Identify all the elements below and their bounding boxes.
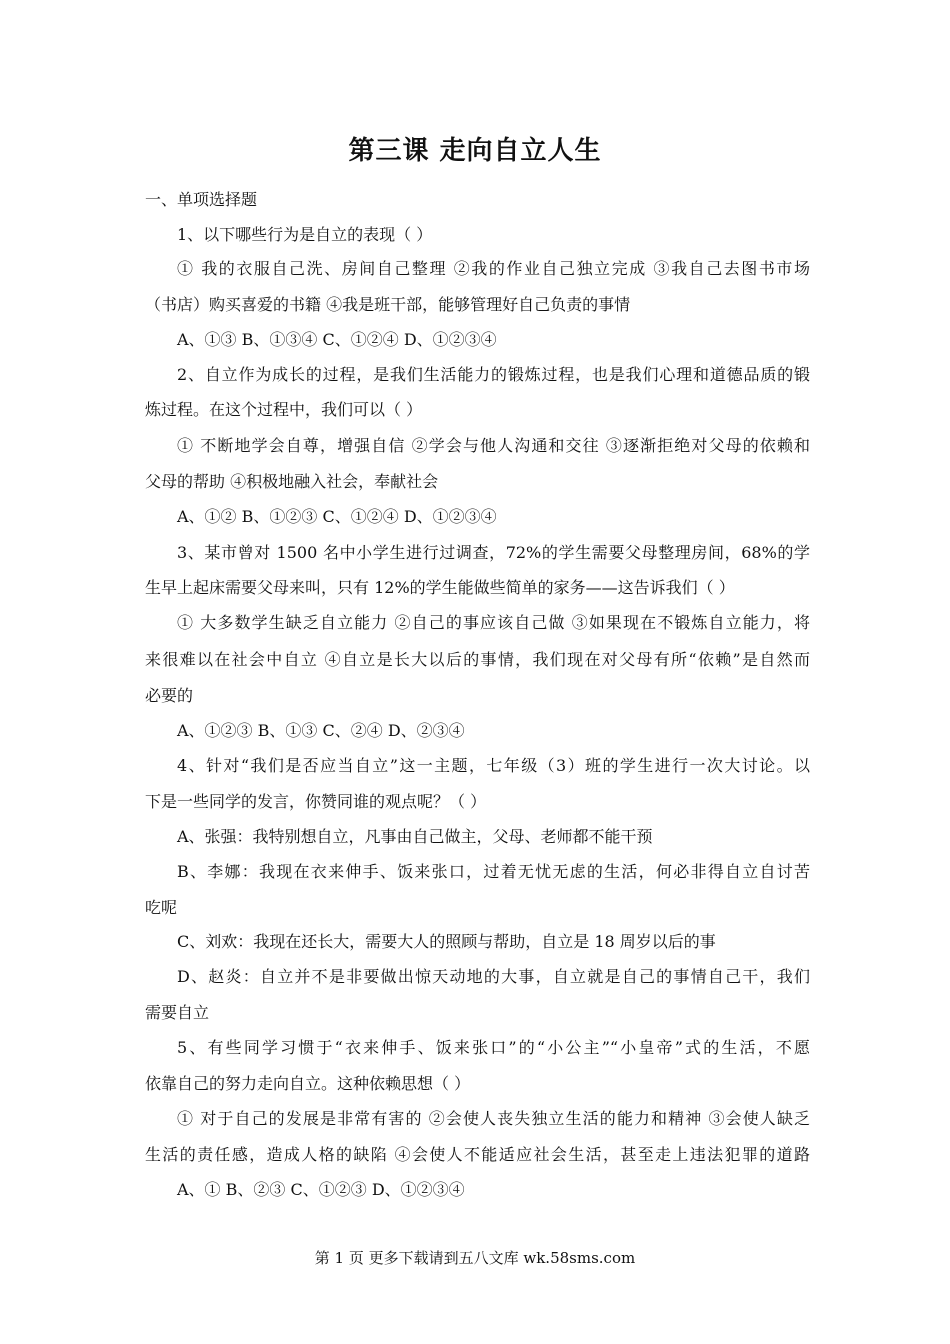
question-2-stem-line-2: 炼过程。在这个过程中，我们可以（ ） bbox=[145, 400, 423, 419]
question-5-stem-line-2: 依靠自己的努力走向自立。这种依赖思想（ ） bbox=[145, 1074, 471, 1093]
question-5-answers: A、① B、②③ C、①②③ D、①②③④ bbox=[177, 1180, 465, 1199]
question-4-option-d-line-2: 需要自立 bbox=[145, 1003, 210, 1022]
question-1-stem: 1、以下哪些行为是自立的表现（ ） bbox=[177, 225, 433, 244]
question-3-options-line-1: ① 大多数学生缺乏自立能力 ②自己的事应该自己做 ③如果现在不锻炼自立能力，将 bbox=[177, 613, 810, 632]
question-3-options-line-2: 来很难以在社会中自立 ④自立是长大以后的事情，我们现在对父母有所“依赖”是自然而 bbox=[145, 650, 810, 669]
question-5-options-line-2: 生活的责任感，造成人格的缺陷 ④会使人不能适应社会生活，甚至走上违法犯罪的道路 bbox=[145, 1145, 810, 1164]
question-1-answers: A、①③ B、①③④ C、①②④ D、①②③④ bbox=[177, 330, 497, 349]
question-4-option-d-line-1: D、赵炎：自立并不是非要做出惊天动地的大事，自立就是自己的事情自己干，我们 bbox=[177, 967, 810, 986]
question-1-options-line-2: （书店）购买喜爱的书籍 ④我是班干部，能够管理好自己负责的事情 bbox=[145, 295, 631, 314]
page-title: 第三课 走向自立人生 bbox=[348, 136, 602, 166]
question-3-answers: A、①②③ B、①③ C、②④ D、②③④ bbox=[177, 721, 465, 740]
question-4-option-c: C、刘欢：我现在还长大，需要大人的照顾与帮助，自立是 18 周岁以后的事 bbox=[177, 932, 716, 951]
question-4-stem-line-1: 4、针对“我们是否应当自立”这一主题，七年级（3）班的学生进行一次大讨论。以 bbox=[177, 756, 810, 775]
question-2-answers: A、①② B、①②③ C、①②④ D、①②③④ bbox=[177, 507, 497, 526]
question-4-stem-line-2: 下是一些同学的发言，你赞同谁的观点呢？（ ） bbox=[145, 792, 487, 811]
section-heading: 一、单项选择题 bbox=[145, 190, 258, 209]
question-2-options-line-1: ① 不断地学会自尊，增强自信 ②学会与他人沟通和交往 ③逐渐拒绝对父母的依赖和 bbox=[177, 436, 810, 455]
question-5-stem-line-1: 5、有些同学习惯于“衣来伸手、饭来张口”的“小公主”“小皇帝”式的生活，不愿 bbox=[177, 1038, 810, 1057]
page-footer: 第 1 页 更多下载请到五八文库 wk.58sms.com bbox=[314, 1249, 636, 1267]
question-5-options-line-1: ① 对于自己的发展是非常有害的 ②会使人丧失独立生活的能力和精神 ③会使人缺乏 bbox=[177, 1109, 810, 1128]
question-2-options-line-2: 父母的帮助 ④积极地融入社会，奉献社会 bbox=[145, 472, 439, 491]
question-4-option-b-line-2: 吃呢 bbox=[145, 898, 178, 917]
question-1-options-line-1: ① 我的衣服自己洗、房间自己整理 ②我的作业自己独立完成 ③我自己去图书市场 bbox=[177, 259, 810, 278]
question-3-stem-line-1: 3、某市曾对 1500 名中小学生进行过调查，72%的学生需要父母整理房间，68%的学 bbox=[177, 543, 810, 562]
question-3-options-line-3: 必要的 bbox=[145, 686, 194, 705]
question-3-stem-line-2: 生早上起床需要父母来叫，只有 12%的学生能做些简单的家务——这告诉我们（ ） bbox=[145, 578, 735, 597]
question-4-option-b-line-1: B、李娜：我现在衣来伸手、饭来张口，过着无忧无虑的生活，何必非得自立自讨苦 bbox=[177, 862, 810, 881]
question-4-option-a: A、张强：我特别想自立，凡事由自己做主，父母、老师都不能干预 bbox=[177, 827, 653, 846]
question-2-stem-line-1: 2、自立作为成长的过程，是我们生活能力的锻炼过程，也是我们心理和道德品质的锻 bbox=[177, 365, 810, 384]
